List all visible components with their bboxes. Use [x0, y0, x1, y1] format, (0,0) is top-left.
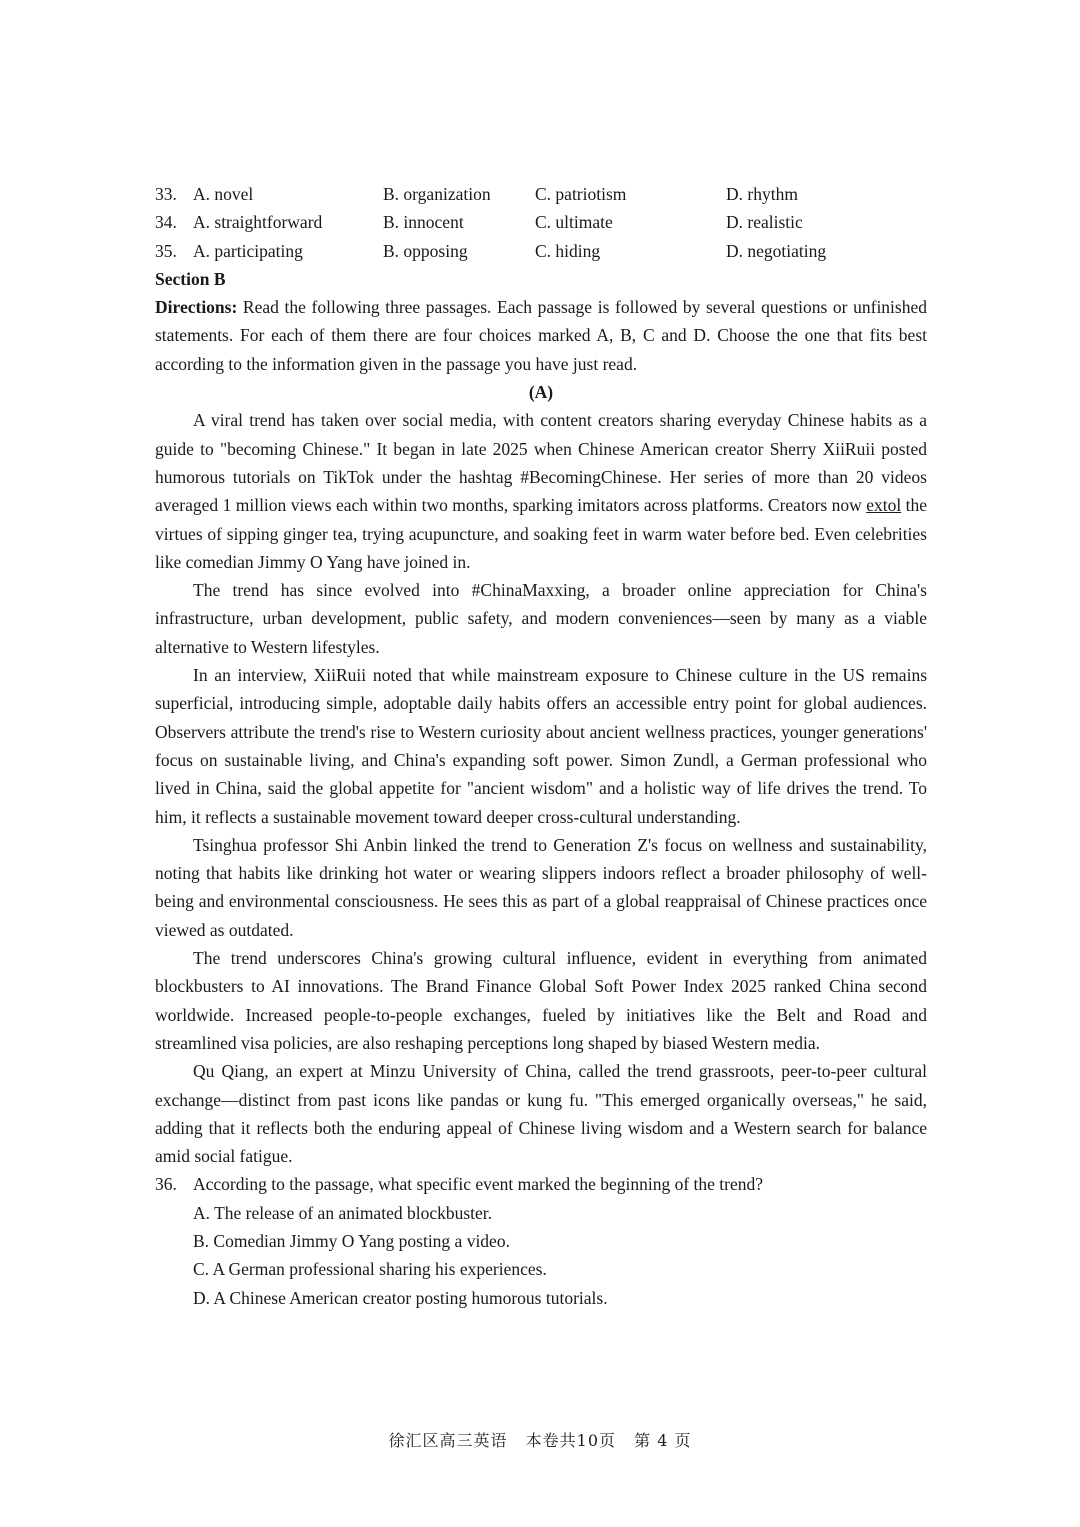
option-a: A. participating: [193, 240, 303, 261]
directions-label: Directions:: [155, 297, 238, 318]
paragraph-text: A viral trend has taken over social media, with content creators sharing everyday Chinese habits as a guide to "becoming Chinese." It began in late 2025 when Chinese American creator Sherry XiiRuii posted humorous tutorials on TikTok under the hashtag #BecomingChinese. Her series of more than 20 videos averaged 1 million views each within two months, sparking imitators across platforms. Creators now: [155, 410, 927, 516]
option-d: D. negotiating: [726, 240, 827, 261]
question-number: 36.: [155, 1174, 177, 1195]
question-number: 34.: [155, 212, 177, 233]
passage-label: (A): [528, 382, 554, 403]
option-c: C. ultimate: [535, 212, 613, 233]
directions-text: Read the following three passages. Each passage is followed by several questions or unfinished statements. For each of them there are four choices marked A, B, C and D. Choose the one that fits best according to the information given in the passage you have just read.: [155, 297, 927, 374]
option-a: A. straightforward: [193, 212, 323, 233]
passage-paragraph-2: The trend has since evolved into #ChinaMaxxing, a broader online appreciation for China's infrastructure, urban development, public safety, and modern conveniences—seen by many as a viable alternative to Western lifestyles.: [155, 580, 927, 657]
footer-total: 本卷共10页: [525, 1431, 617, 1450]
option-b: B. opposing: [383, 240, 468, 261]
choice-c: C. A German professional sharing his experiences.: [193, 1259, 547, 1280]
page-footer: [0, 1428, 1080, 1451]
passage-paragraph-6: Qu Qiang, an expert at Minzu University of China, called the trend grassroots, peer-to-peer cultural exchange—distinct from past icons like pandas or kung fu. "This emerged organically overseas," he said, adding that it reflects both the enduring appeal of Chinese living wisdom and a Western search for balance amid social fatigue.: [155, 1061, 927, 1167]
choice-b: B. Comedian Jimmy O Yang posting a video.: [193, 1230, 510, 1251]
page-content: [155, 180, 927, 1312]
section-title: Section B: [155, 268, 226, 289]
passage-paragraph-4: Tsinghua professor Shi Anbin linked the trend to Generation Z's focus on wellness and sustainability, noting that habits like drinking hot water or wearing slippers indoors reflect a broader philosophy of well-being and environmental consciousness. He sees this as part of a global reappraisal of Chinese practices once viewed as outdated.: [155, 834, 927, 940]
option-a: A. novel: [193, 184, 254, 204]
option-b: B. innocent: [383, 212, 464, 233]
option-d: D. realistic: [726, 212, 803, 233]
option-row-34: [155, 208, 927, 236]
option-d: D. rhythm: [726, 184, 798, 204]
footer-page: 第 4 页: [634, 1431, 692, 1450]
footer-district: 徐汇区高三英语: [388, 1431, 508, 1450]
question-number: 35.: [155, 240, 177, 261]
choice-a: A. The release of an animated blockbuster.: [193, 1202, 493, 1223]
option-b: B. organization: [383, 184, 491, 204]
passage-paragraph-5: The trend underscores China's growing cultural influence, evident in everything from animated blockbusters to AI innovations. The Brand Finance Global Soft Power Index 2025 ranked China second worldwide. Increased people-to-people exchanges, fueled by initiatives like the Belt and Road and streamlined visa policies, are also reshaping perceptions long shaped by biased Western media.: [155, 948, 927, 1053]
underlined-word: extol: [866, 495, 902, 516]
option-c: C. patriotism: [535, 184, 627, 204]
option-row-35: [155, 237, 927, 265]
option-row-33: [155, 180, 927, 208]
passage-paragraph-1: [155, 406, 927, 576]
directions: [155, 293, 927, 378]
question-stem: According to the passage, what specific event marked the beginning of the trend?: [193, 1174, 764, 1195]
passage-paragraph-3: In an interview, XiiRuii noted that while mainstream exposure to Chinese culture in the US remains superficial, introducing simple, adoptable daily habits offers an accessible entry point for global audiences. Observers attribute the trend's rise to Western curiosity about ancient wellness practices, younger generations' focus on sustainable living, and China's expanding soft power. Simon Zundl, a German professional who lived in China, said the global appetite for "ancient wisdom" and a holistic way of life drives the trend. To him, it reflects a sustainable movement toward deeper cross-cultural understanding.: [155, 665, 927, 827]
question-number: 33.: [155, 184, 177, 204]
paragraph-text: the virtues of sipping ginger tea, trying acupuncture, and soaking feet in warm water before bed. Even celebrities like comedian Jimmy O Yang have joined in.: [155, 495, 927, 572]
option-c: C. hiding: [535, 240, 601, 261]
question-36: [155, 1170, 927, 1198]
choice-d: D. A Chinese American creator posting humorous tutorials.: [193, 1287, 608, 1308]
